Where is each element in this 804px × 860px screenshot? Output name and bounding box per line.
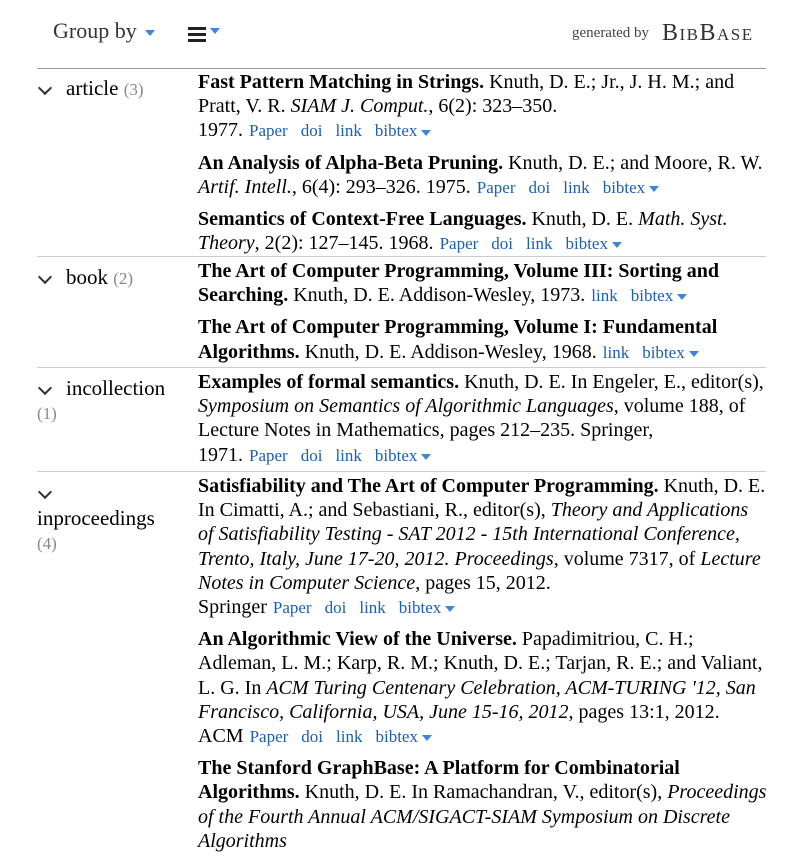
header-divider [37, 68, 766, 69]
caret-down-icon [677, 294, 687, 300]
entry-title: An Algorithmic View of the Universe. [198, 628, 517, 651]
entry-text: Knuth, D. E. In Engeler, E., editor(s), [459, 371, 764, 393]
caret-down-icon [421, 454, 431, 460]
link-link[interactable] [335, 121, 361, 140]
publication-entry [198, 70, 768, 144]
group-count: (1) [37, 404, 57, 423]
link-label: bibtex [630, 286, 674, 306]
group-count: (4) [37, 534, 57, 553]
publication-entry [198, 370, 768, 468]
entry-venue: ACM Turing Centenary Celebration, ACM-TURING '12, San Francisco, California, USA, June 15-16, 2012 [198, 676, 756, 723]
entry-venue: Artif. Intell. [198, 175, 292, 198]
entry-list [198, 259, 768, 372]
link-paper[interactable] [249, 446, 288, 465]
entry-venue: Theory and Applications of Satisfiability Testing - SAT 2012 - 15th International Conference, Trento, Italy, June 17-20, 2012. Proceedings [198, 499, 749, 570]
link-link[interactable] [603, 343, 629, 362]
publication-entry [198, 259, 768, 308]
group-name: article [66, 76, 119, 100]
link-bibtex[interactable] [399, 598, 456, 617]
caret-down-icon [689, 351, 699, 357]
link-label: doi [491, 234, 514, 254]
group-name: inproceedings [37, 506, 155, 530]
menu-dropdown-button[interactable] [188, 27, 220, 45]
link-label: Paper [249, 121, 288, 141]
entry-venue: Symposium on Semantics of Algorithmic Languages [198, 395, 614, 418]
link-label: bibtex [374, 445, 418, 465]
link-link[interactable] [591, 286, 617, 305]
hamburger-icon [188, 27, 206, 45]
link-paper[interactable] [250, 727, 289, 746]
publication-entry [198, 756, 768, 853]
link-bibtex[interactable] [375, 446, 432, 465]
link-paper[interactable] [440, 234, 479, 253]
entry-title: An Analysis of Alpha-Beta Pruning. [198, 151, 504, 174]
entry-text: , pages 15, 2012. Springer [198, 571, 551, 619]
link-link[interactable] [335, 446, 361, 465]
caret-down-icon [145, 30, 155, 36]
entry-text: Knuth, D. E. In Ramachandran, V., editor(s), [299, 781, 668, 804]
link-paper[interactable] [273, 598, 312, 617]
link-label: link [335, 121, 362, 141]
entry-text: Knuth, D. E. [526, 208, 639, 231]
link-bibtex[interactable] [375, 121, 432, 140]
entry-venue: SIAM J. Comput. [290, 95, 429, 118]
caret-down-icon [210, 28, 220, 34]
link-bibtex[interactable] [631, 286, 688, 305]
link-label: bibtex [374, 121, 418, 141]
link-link[interactable] [563, 178, 589, 197]
caret-down-icon [612, 242, 622, 248]
link-link[interactable] [526, 234, 552, 253]
link-bibtex[interactable] [642, 343, 699, 362]
entry-venue: Lecture Notes in Computer Science [198, 547, 761, 594]
link-label: bibtex [602, 177, 646, 197]
entry-title: Semantics of Context-Free Languages. [198, 208, 527, 231]
entry-text: Papadimitriou, C. H.; Adleman, L. M.; Karp, R. M.; Knuth, D. E.; Tarjan, R. E.; and Valiant, L. G. In [198, 628, 763, 699]
publication-entry [198, 474, 768, 620]
link-link[interactable] [336, 727, 362, 746]
entry-list [198, 70, 768, 263]
entry-title: The Art of Computer Programming, Volume I: Fundamental Algorithms. [198, 316, 718, 363]
link-label: Paper [439, 234, 479, 254]
group-count: (2) [113, 269, 134, 288]
link-label: Paper [249, 445, 288, 465]
link-label: bibtex [375, 727, 418, 747]
group-name: incollection [66, 376, 166, 400]
entry-title: Examples of formal semantics. [198, 371, 460, 393]
link-bibtex[interactable] [603, 178, 660, 197]
link-label: link [335, 445, 362, 465]
entry-title: The Stanford GraphBase: A Platform for Combinatorial Algorithms. [198, 757, 680, 804]
group-by-dropdown[interactable] [53, 18, 155, 44]
group-name: book [66, 265, 108, 289]
caret-down-icon [445, 606, 455, 612]
group-by-label: Group by [53, 18, 137, 43]
link-label: doi [300, 121, 323, 141]
publication-entry [198, 315, 768, 364]
link-label: doi [528, 177, 551, 197]
entry-text: , 2(2): 127–145. 1968. [254, 232, 434, 255]
link-label: link [602, 342, 630, 362]
link-doi[interactable] [325, 598, 347, 617]
bibbase-logo[interactable]: BibBase [662, 20, 754, 46]
link-doi[interactable] [301, 727, 323, 746]
group-header [37, 265, 187, 291]
entry-text: , pages 13:1, 2012. ACM [198, 700, 720, 748]
link-label: link [526, 234, 553, 254]
publication-entry [198, 627, 768, 749]
entry-text: Knuth, D. E. In Cimatti, A.; and Sebastiani, R., editor(s), [198, 475, 766, 522]
entry-text: Knuth, D. E. Addison-Wesley, 1973. [288, 284, 586, 307]
entry-text: Knuth, D. E.; and Moore, R. W. [503, 151, 763, 174]
caret-down-icon [421, 130, 431, 136]
group-header [37, 76, 187, 102]
link-doi[interactable] [301, 446, 323, 465]
chevron-down-icon[interactable] [38, 81, 52, 95]
group-count: (3) [123, 80, 144, 99]
entry-text: Knuth, D. E. Addison-Wesley, 1968. [299, 340, 597, 363]
link-doi[interactable] [491, 234, 513, 253]
entry-text: , 6(4): 293–326. 1975. [291, 175, 471, 198]
link-paper[interactable] [249, 121, 288, 140]
link-label: link [591, 286, 618, 306]
link-label: link [336, 727, 363, 747]
entry-text: , 6(2): 323–350. 1977. [198, 95, 558, 142]
group-book [37, 256, 766, 363]
group-header [37, 376, 177, 426]
link-doi[interactable] [529, 178, 551, 197]
link-label: Paper [249, 727, 289, 747]
chevron-down-icon[interactable] [38, 485, 52, 499]
link-link[interactable] [359, 598, 385, 617]
link-label: doi [301, 727, 324, 747]
publication-entry [198, 207, 768, 256]
chevron-down-icon[interactable] [38, 381, 52, 395]
link-label: doi [324, 598, 347, 618]
entry-text: , volume 7317, of [553, 547, 701, 570]
entry-text: , volume 188, of Lecture Notes in Mathematics, pages 212–235. Springer, 1971. [198, 395, 746, 466]
entry-venue: Math. Syst. Theory [198, 208, 728, 255]
group-inproceedings [37, 471, 767, 852]
entry-title: The Art of Computer Programming, Volume III: Sorting and Searching. [198, 260, 719, 307]
link-label: Paper [476, 177, 516, 197]
link-paper[interactable] [477, 178, 516, 197]
entry-list [198, 474, 768, 860]
entry-text: Knuth, D. E.; Jr., J. H. M.; and Pratt, V. R. [198, 71, 735, 118]
link-label: doi [300, 445, 323, 465]
entry-venue: Proceedings of the Fourth Annual ACM/SIGACT-SIAM Symposium on Discrete Algorithms [198, 781, 767, 852]
caret-down-icon [649, 186, 659, 192]
entry-list [198, 370, 768, 475]
link-label: bibtex [565, 234, 608, 254]
entry-title: Satisfiability and The Art of Computer Programming. [198, 475, 659, 497]
publication-entry [198, 151, 768, 200]
link-label: link [359, 598, 386, 618]
link-bibtex[interactable] [375, 727, 432, 746]
link-doi[interactable] [301, 121, 323, 140]
group-incollection [37, 367, 766, 466]
link-label: Paper [272, 598, 312, 618]
group-header [37, 480, 187, 556]
link-label: bibtex [642, 342, 685, 362]
link-label: bibtex [398, 598, 442, 618]
link-bibtex[interactable] [565, 234, 622, 253]
caret-down-icon [422, 735, 432, 741]
entry-title: Fast Pattern Matching in Strings. [198, 71, 485, 93]
chevron-down-icon[interactable] [38, 270, 52, 284]
link-label: link [563, 177, 590, 197]
generated-by-label: generated by [572, 25, 650, 41]
header [0, 0, 804, 68]
